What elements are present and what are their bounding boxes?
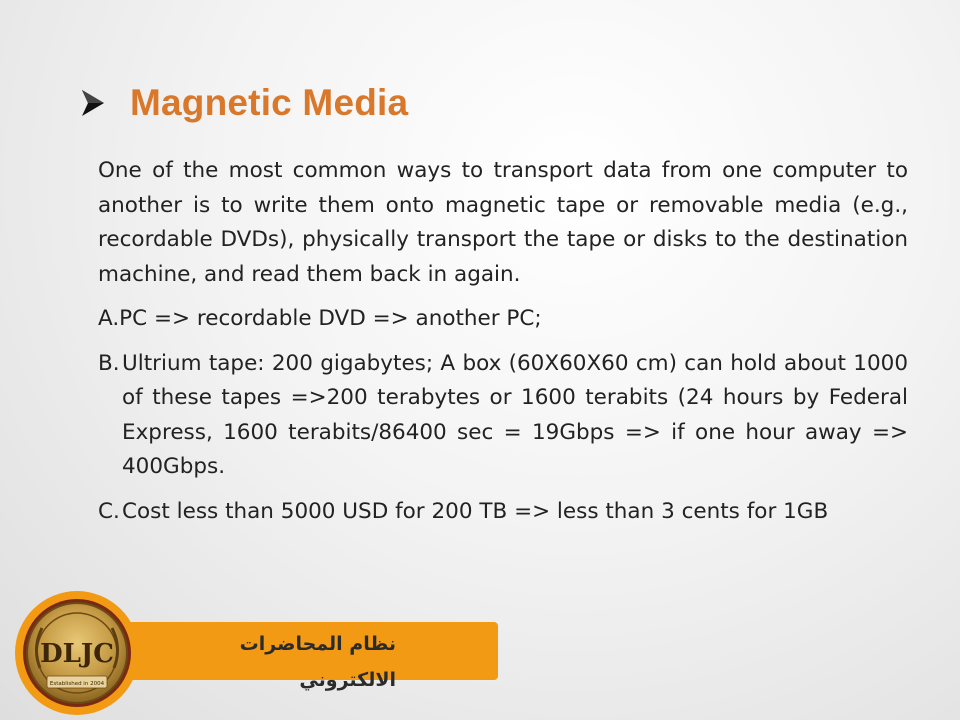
arrow-bullet-icon (78, 88, 108, 118)
logo-banner: Established in 2004 (49, 681, 105, 687)
list-item-text: Cost less than 5000 USD for 200 TB => less than 3 cents for 1GB (122, 498, 829, 524)
slide-title: Magnetic Media (130, 82, 409, 123)
list-item-text: Ultrium tape: 200 gigabytes; A box (60X60X60 cm) can hold about 1000 of these tapes =>200 terabytes or 1600 terabits (24 hours by Federal Express, 1600 terabits/86400 sec = 19Gbps => if one hour away => 400Gbps. (122, 350, 908, 479)
title-row (78, 78, 408, 128)
list-item-label: A. (98, 306, 120, 331)
footer-system-name: نظام المحاضرات الالكتروني (239, 633, 396, 691)
list-item-label: B. (98, 350, 120, 376)
slide-content (98, 154, 908, 539)
college-logo-icon (12, 588, 142, 718)
list-item-text: PC => recordable DVD => another PC; (119, 306, 542, 331)
list-item-c (98, 495, 908, 530)
logo-monogram: DLJC (40, 639, 114, 669)
list-item-b (98, 347, 908, 485)
intro-paragraph: One of the most common ways to transport data from one computer to another is to write them onto magnetic tape or removable media (e.g., recordable DVDs), physically transport the tape or disks to the destination machine, and read them back in again. (98, 158, 908, 287)
list-item-label: C. (98, 498, 120, 524)
list-item-a (98, 302, 908, 337)
